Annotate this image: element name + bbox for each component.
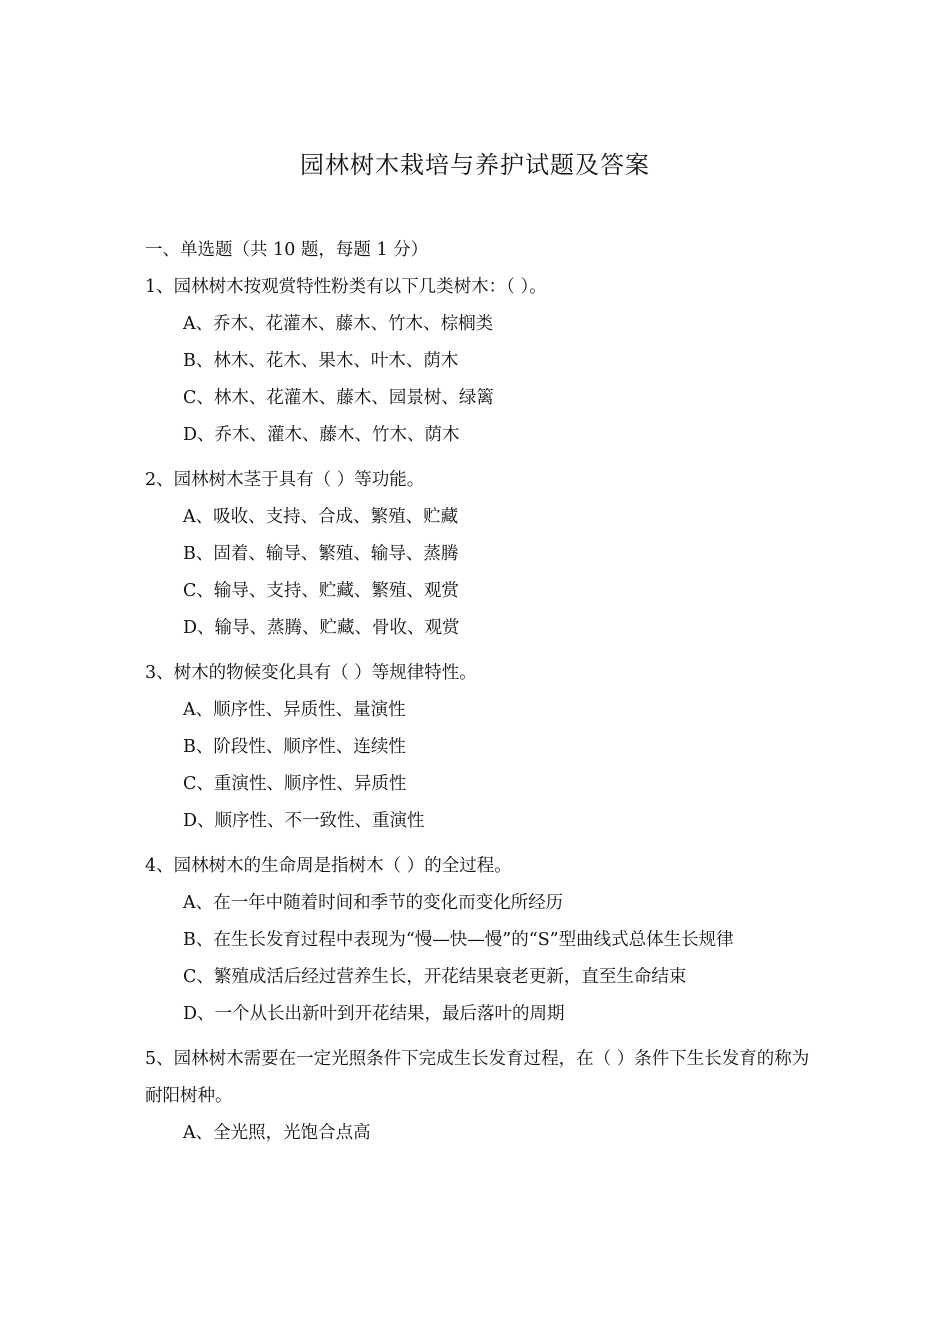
question-stem: 1、园林树木按观赏特性粉类有以下几类树木：（ ）。 [145, 277, 547, 297]
question-spacer [145, 647, 810, 655]
section-heading: 一、单选题（共 10 题，每题 1 分） [145, 240, 429, 260]
document-title: 园林树木栽培与养护试题及答案 [300, 151, 650, 179]
option-b: B、林木、花木、果木、叶木、荫木 [183, 351, 459, 371]
option-c: C、输导、支持、贮藏、繁殖、观赏 [183, 581, 459, 601]
option-d: D、乔木、灌木、藤木、竹木、荫木 [183, 425, 460, 445]
option-d: D、一个从长出新叶到开花结果，最后落叶的周期 [183, 1004, 565, 1024]
question-spacer [145, 1033, 810, 1041]
option-a: A、吸收、支持、合成、繁殖、贮藏 [183, 507, 459, 527]
question-spacer [145, 840, 810, 848]
question-stem: 3、树木的物候变化具有（ ）等规律特性。 [145, 663, 477, 683]
option-c: C、重演性、顺序性、异质性 [183, 774, 407, 794]
question-2 [145, 462, 810, 647]
option-c: C、林木、花灌木、藤木、园景树、绿篱 [183, 388, 494, 408]
option-a: A、乔木、花灌木、藤木、竹木、棕榈类 [183, 314, 494, 334]
option-a: A、在一年中随着时间和季节的变化而变化所经历 [183, 893, 564, 913]
question-stem: 4、园林树木的生命周是指树木（ ）的全过程。 [145, 856, 512, 876]
option-a: A、顺序性、异质性、量演性 [183, 700, 406, 720]
option-b: B、在生长发育过程中表现为“慢—快—慢”的“S”型曲线式总体生长规律 [183, 930, 734, 950]
question-4 [145, 848, 810, 1033]
option-a: A、全光照，光饱合点高 [183, 1123, 371, 1143]
question-stem: 2、园林树木茎于具有（ ）等功能。 [145, 470, 425, 490]
document-body [145, 232, 810, 1152]
question-stem: 5、园林树木需要在一定光照条件下完成生长发育过程，在（ ）条件下生长发育的称为耐阳树种。 [145, 1049, 810, 1106]
option-b: B、阶段性、顺序性、连续性 [183, 737, 406, 757]
option-d: D、顺序性、不一致性、重演性 [183, 811, 425, 831]
option-c: C、繁殖成活后经过营养生长，开花结果衰老更新，直至生命结束 [183, 967, 687, 987]
option-b: B、固着、输导、繁殖、输导、蒸腾 [183, 544, 459, 564]
question-spacer [145, 454, 810, 462]
option-d: D、输导、蒸腾、贮藏、骨收、观赏 [183, 618, 460, 638]
question-3 [145, 655, 810, 840]
question-1 [145, 269, 810, 454]
question-5 [145, 1041, 810, 1152]
